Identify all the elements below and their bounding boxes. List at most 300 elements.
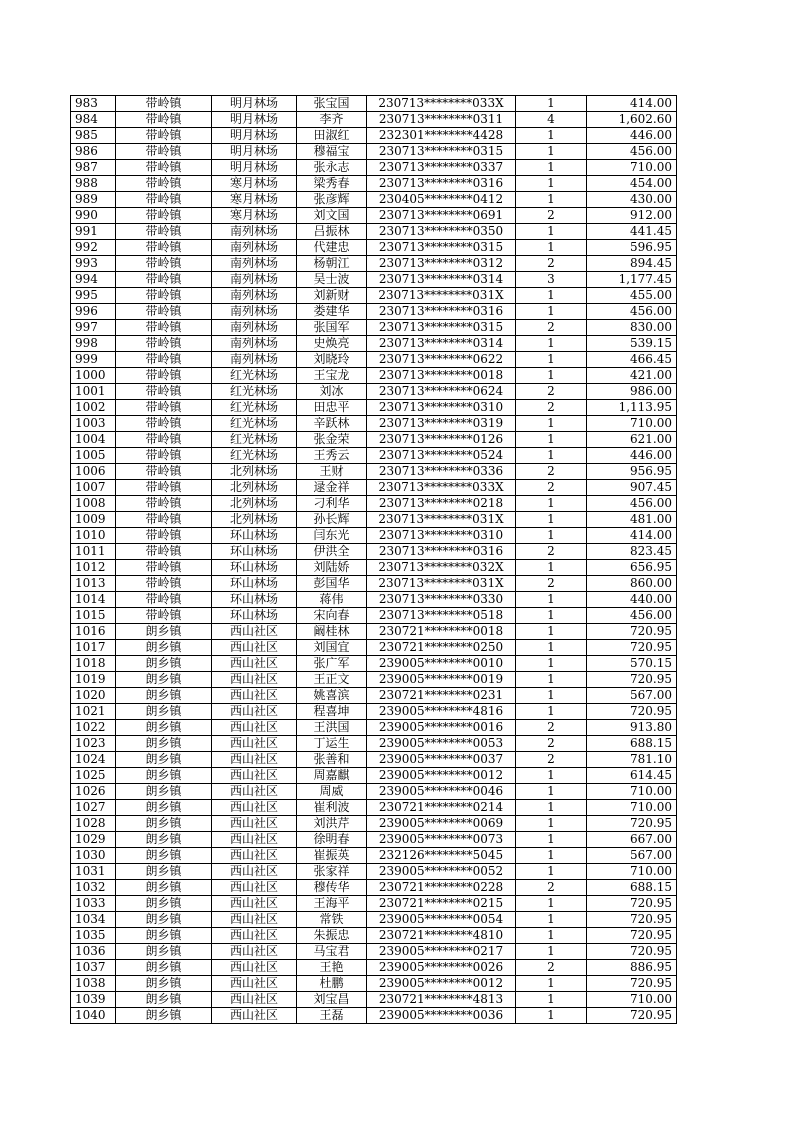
unit-cell: 西山社区: [212, 880, 297, 896]
table-row: [71, 464, 677, 480]
table-row: [71, 384, 677, 400]
name-cell: 张永志: [297, 160, 367, 176]
id-number-cell: 239005********0026: [367, 960, 516, 976]
town-cell: 带岭镇: [116, 480, 212, 496]
row-number-cell: 992: [71, 240, 116, 256]
id-number-cell: 230713********0337: [367, 160, 516, 176]
table-row: [71, 864, 677, 880]
name-cell: 常铁: [297, 912, 367, 928]
unit-cell: 西山社区: [212, 960, 297, 976]
table-row: [71, 368, 677, 384]
count-cell: 2: [516, 256, 587, 272]
town-cell: 带岭镇: [116, 96, 212, 112]
amount-cell: 986.00: [587, 384, 677, 400]
unit-cell: 北列林场: [212, 464, 297, 480]
row-number-cell: 1038: [71, 976, 116, 992]
count-cell: 1: [516, 416, 587, 432]
town-cell: 带岭镇: [116, 112, 212, 128]
name-cell: 周嘉麒: [297, 768, 367, 784]
id-number-cell: 239005********0052: [367, 864, 516, 880]
town-cell: 带岭镇: [116, 320, 212, 336]
name-cell: 刘国宜: [297, 640, 367, 656]
table-row: [71, 432, 677, 448]
count-cell: 1: [516, 672, 587, 688]
count-cell: 1: [516, 368, 587, 384]
row-number-cell: 1036: [71, 944, 116, 960]
row-number-cell: 1034: [71, 912, 116, 928]
town-cell: 朗乡镇: [116, 992, 212, 1008]
unit-cell: 北列林场: [212, 496, 297, 512]
row-number-cell: 1028: [71, 816, 116, 832]
id-number-cell: 230713********033X: [367, 96, 516, 112]
count-cell: 1: [516, 160, 587, 176]
town-cell: 带岭镇: [116, 384, 212, 400]
row-number-cell: 999: [71, 352, 116, 368]
id-number-cell: 230713********0126: [367, 432, 516, 448]
count-cell: 1: [516, 784, 587, 800]
id-number-cell: 230721********0018: [367, 624, 516, 640]
unit-cell: 西山社区: [212, 752, 297, 768]
unit-cell: 寒月林场: [212, 208, 297, 224]
table-row: [71, 192, 677, 208]
town-cell: 带岭镇: [116, 240, 212, 256]
count-cell: 1: [516, 768, 587, 784]
name-cell: 刘冰: [297, 384, 367, 400]
table-row: [71, 224, 677, 240]
amount-cell: 656.95: [587, 560, 677, 576]
amount-cell: 621.00: [587, 432, 677, 448]
id-number-cell: 230713********0314: [367, 272, 516, 288]
name-cell: 刘陆娇: [297, 560, 367, 576]
id-number-cell: 230713********0316: [367, 176, 516, 192]
table-row: [71, 576, 677, 592]
table-row: [71, 128, 677, 144]
amount-cell: 1,113.95: [587, 400, 677, 416]
table-row: [71, 352, 677, 368]
table-row: [71, 848, 677, 864]
table-row: [71, 720, 677, 736]
unit-cell: 西山社区: [212, 992, 297, 1008]
count-cell: 1: [516, 992, 587, 1008]
town-cell: 朗乡镇: [116, 944, 212, 960]
id-number-cell: 230713********033X: [367, 480, 516, 496]
name-cell: 刘新财: [297, 288, 367, 304]
town-cell: 朗乡镇: [116, 688, 212, 704]
table-row: [71, 400, 677, 416]
id-number-cell: 230713********0018: [367, 368, 516, 384]
amount-cell: 710.00: [587, 864, 677, 880]
row-number-cell: 997: [71, 320, 116, 336]
id-number-cell: 230713********0316: [367, 544, 516, 560]
unit-cell: 西山社区: [212, 624, 297, 640]
count-cell: 1: [516, 640, 587, 656]
amount-cell: 907.45: [587, 480, 677, 496]
name-cell: 王宝龙: [297, 368, 367, 384]
name-cell: 吕振林: [297, 224, 367, 240]
amount-cell: 466.45: [587, 352, 677, 368]
id-number-cell: 230713********0312: [367, 256, 516, 272]
town-cell: 朗乡镇: [116, 656, 212, 672]
id-number-cell: 239005********0046: [367, 784, 516, 800]
town-cell: 朗乡镇: [116, 800, 212, 816]
row-number-cell: 1016: [71, 624, 116, 640]
unit-cell: 环山林场: [212, 560, 297, 576]
count-cell: 1: [516, 896, 587, 912]
amount-cell: 720.95: [587, 928, 677, 944]
unit-cell: 西山社区: [212, 704, 297, 720]
amount-cell: 570.15: [587, 656, 677, 672]
count-cell: 1: [516, 512, 587, 528]
name-cell: 王洪国: [297, 720, 367, 736]
row-number-cell: 990: [71, 208, 116, 224]
count-cell: 2: [516, 208, 587, 224]
row-number-cell: 1024: [71, 752, 116, 768]
row-number-cell: 1013: [71, 576, 116, 592]
town-cell: 带岭镇: [116, 336, 212, 352]
name-cell: 杨朝江: [297, 256, 367, 272]
count-cell: 1: [516, 176, 587, 192]
id-number-cell: 230721********0250: [367, 640, 516, 656]
count-cell: 1: [516, 944, 587, 960]
name-cell: 张宝国: [297, 96, 367, 112]
row-number-cell: 1011: [71, 544, 116, 560]
unit-cell: 明月林场: [212, 144, 297, 160]
amount-cell: 720.95: [587, 912, 677, 928]
row-number-cell: 1031: [71, 864, 116, 880]
amount-cell: 720.95: [587, 976, 677, 992]
row-number-cell: 1020: [71, 688, 116, 704]
table-row: [71, 896, 677, 912]
unit-cell: 南列林场: [212, 224, 297, 240]
amount-cell: 720.95: [587, 640, 677, 656]
town-cell: 朗乡镇: [116, 976, 212, 992]
amount-cell: 421.00: [587, 368, 677, 384]
unit-cell: 西山社区: [212, 672, 297, 688]
name-cell: 穆传华: [297, 880, 367, 896]
amount-cell: 830.00: [587, 320, 677, 336]
town-cell: 带岭镇: [116, 176, 212, 192]
count-cell: 2: [516, 384, 587, 400]
count-cell: 1: [516, 192, 587, 208]
name-cell: 张广军: [297, 656, 367, 672]
unit-cell: 西山社区: [212, 688, 297, 704]
row-number-cell: 1032: [71, 880, 116, 896]
id-number-cell: 230713********0336: [367, 464, 516, 480]
town-cell: 朗乡镇: [116, 896, 212, 912]
unit-cell: 西山社区: [212, 784, 297, 800]
town-cell: 朗乡镇: [116, 672, 212, 688]
count-cell: 1: [516, 688, 587, 704]
unit-cell: 红光林场: [212, 416, 297, 432]
unit-cell: 南列林场: [212, 320, 297, 336]
table-row: [71, 608, 677, 624]
unit-cell: 红光林场: [212, 448, 297, 464]
unit-cell: 环山林场: [212, 608, 297, 624]
row-number-cell: 1025: [71, 768, 116, 784]
table-row: [71, 880, 677, 896]
name-cell: 李齐: [297, 112, 367, 128]
count-cell: 1: [516, 624, 587, 640]
amount-cell: 667.00: [587, 832, 677, 848]
town-cell: 带岭镇: [116, 224, 212, 240]
id-number-cell: 230713********032X: [367, 560, 516, 576]
id-number-cell: 230721********4813: [367, 992, 516, 1008]
id-number-cell: 239005********0069: [367, 816, 516, 832]
table-row: [71, 160, 677, 176]
count-cell: 2: [516, 960, 587, 976]
unit-cell: 西山社区: [212, 816, 297, 832]
name-cell: 田忠平: [297, 400, 367, 416]
name-cell: 张家祥: [297, 864, 367, 880]
town-cell: 带岭镇: [116, 208, 212, 224]
town-cell: 带岭镇: [116, 272, 212, 288]
town-cell: 带岭镇: [116, 192, 212, 208]
row-number-cell: 998: [71, 336, 116, 352]
count-cell: 1: [516, 128, 587, 144]
count-cell: 1: [516, 704, 587, 720]
count-cell: 1: [516, 144, 587, 160]
row-number-cell: 1014: [71, 592, 116, 608]
town-cell: 带岭镇: [116, 560, 212, 576]
id-number-cell: 239005********0019: [367, 672, 516, 688]
amount-cell: 710.00: [587, 800, 677, 816]
row-number-cell: 1003: [71, 416, 116, 432]
id-number-cell: 230713********031X: [367, 512, 516, 528]
amount-cell: 596.95: [587, 240, 677, 256]
unit-cell: 西山社区: [212, 768, 297, 784]
unit-cell: 红光林场: [212, 400, 297, 416]
amount-cell: 456.00: [587, 608, 677, 624]
amount-cell: 414.00: [587, 528, 677, 544]
table-row: [71, 304, 677, 320]
records-table: [70, 95, 677, 1024]
name-cell: 娄建华: [297, 304, 367, 320]
name-cell: 王海平: [297, 896, 367, 912]
count-cell: 1: [516, 528, 587, 544]
town-cell: 朗乡镇: [116, 960, 212, 976]
row-number-cell: 1000: [71, 368, 116, 384]
town-cell: 带岭镇: [116, 304, 212, 320]
table-row: [71, 912, 677, 928]
table-row: [71, 208, 677, 224]
town-cell: 朗乡镇: [116, 848, 212, 864]
count-cell: 1: [516, 448, 587, 464]
name-cell: 代建忠: [297, 240, 367, 256]
town-cell: 朗乡镇: [116, 928, 212, 944]
row-number-cell: 991: [71, 224, 116, 240]
count-cell: 1: [516, 432, 587, 448]
id-number-cell: 239005********0012: [367, 976, 516, 992]
row-number-cell: 987: [71, 160, 116, 176]
town-cell: 带岭镇: [116, 144, 212, 160]
id-number-cell: 239005********0217: [367, 944, 516, 960]
amount-cell: 720.95: [587, 704, 677, 720]
count-cell: 2: [516, 320, 587, 336]
row-number-cell: 1017: [71, 640, 116, 656]
name-cell: 王财: [297, 464, 367, 480]
count-cell: 1: [516, 816, 587, 832]
id-number-cell: 230713********0319: [367, 416, 516, 432]
unit-cell: 西山社区: [212, 640, 297, 656]
name-cell: 蒋伟: [297, 592, 367, 608]
name-cell: 张国军: [297, 320, 367, 336]
count-cell: 1: [516, 496, 587, 512]
name-cell: 刘晓玲: [297, 352, 367, 368]
name-cell: 阚桂林: [297, 624, 367, 640]
count-cell: 3: [516, 272, 587, 288]
id-number-cell: 239005********0010: [367, 656, 516, 672]
id-number-cell: 239005********0073: [367, 832, 516, 848]
town-cell: 带岭镇: [116, 432, 212, 448]
town-cell: 朗乡镇: [116, 864, 212, 880]
table-row: [71, 1008, 677, 1024]
amount-cell: 454.00: [587, 176, 677, 192]
id-number-cell: 230713********0622: [367, 352, 516, 368]
town-cell: 带岭镇: [116, 400, 212, 416]
row-number-cell: 1008: [71, 496, 116, 512]
id-number-cell: 230713********0310: [367, 528, 516, 544]
id-number-cell: 239005********0037: [367, 752, 516, 768]
id-number-cell: 230713********0350: [367, 224, 516, 240]
count-cell: 1: [516, 304, 587, 320]
town-cell: 朗乡镇: [116, 640, 212, 656]
table-body: [71, 96, 677, 1024]
table-row: [71, 832, 677, 848]
unit-cell: 环山林场: [212, 576, 297, 592]
table-row: [71, 112, 677, 128]
town-cell: 带岭镇: [116, 448, 212, 464]
town-cell: 朗乡镇: [116, 752, 212, 768]
row-number-cell: 986: [71, 144, 116, 160]
name-cell: 王秀云: [297, 448, 367, 464]
amount-cell: 720.95: [587, 1008, 677, 1024]
table-row: [71, 144, 677, 160]
row-number-cell: 1027: [71, 800, 116, 816]
count-cell: 1: [516, 224, 587, 240]
table-row: [71, 560, 677, 576]
town-cell: 朗乡镇: [116, 1008, 212, 1024]
row-number-cell: 994: [71, 272, 116, 288]
town-cell: 朗乡镇: [116, 768, 212, 784]
count-cell: 2: [516, 880, 587, 896]
name-cell: 马宝君: [297, 944, 367, 960]
id-number-cell: 230713********0315: [367, 144, 516, 160]
unit-cell: 明月林场: [212, 96, 297, 112]
amount-cell: 441.45: [587, 224, 677, 240]
unit-cell: 南列林场: [212, 272, 297, 288]
unit-cell: 西山社区: [212, 1008, 297, 1024]
id-number-cell: 230721********4810: [367, 928, 516, 944]
amount-cell: 720.95: [587, 896, 677, 912]
name-cell: 杜鹏: [297, 976, 367, 992]
amount-cell: 430.00: [587, 192, 677, 208]
name-cell: 闫东光: [297, 528, 367, 544]
amount-cell: 688.15: [587, 880, 677, 896]
count-cell: 2: [516, 544, 587, 560]
unit-cell: 西山社区: [212, 928, 297, 944]
id-number-cell: 239005********0053: [367, 736, 516, 752]
table-row: [71, 704, 677, 720]
amount-cell: 456.00: [587, 304, 677, 320]
table-row: [71, 416, 677, 432]
table-row: [71, 800, 677, 816]
id-number-cell: 230713********0310: [367, 400, 516, 416]
amount-cell: 614.45: [587, 768, 677, 784]
town-cell: 带岭镇: [116, 160, 212, 176]
town-cell: 朗乡镇: [116, 880, 212, 896]
unit-cell: 西山社区: [212, 896, 297, 912]
table-row: [71, 176, 677, 192]
amount-cell: 720.95: [587, 672, 677, 688]
table-row: [71, 688, 677, 704]
id-number-cell: 239005********0016: [367, 720, 516, 736]
amount-cell: 720.95: [587, 816, 677, 832]
table-row: [71, 768, 677, 784]
amount-cell: 710.00: [587, 416, 677, 432]
town-cell: 朗乡镇: [116, 784, 212, 800]
count-cell: 2: [516, 752, 587, 768]
table-row: [71, 528, 677, 544]
count-cell: 1: [516, 864, 587, 880]
unit-cell: 西山社区: [212, 720, 297, 736]
count-cell: 1: [516, 352, 587, 368]
name-cell: 刁利华: [297, 496, 367, 512]
row-number-cell: 1039: [71, 992, 116, 1008]
row-number-cell: 1004: [71, 432, 116, 448]
table-row: [71, 512, 677, 528]
table-row: [71, 640, 677, 656]
town-cell: 带岭镇: [116, 592, 212, 608]
unit-cell: 西山社区: [212, 736, 297, 752]
name-cell: 吴士波: [297, 272, 367, 288]
table-row: [71, 784, 677, 800]
town-cell: 朗乡镇: [116, 720, 212, 736]
row-number-cell: 1005: [71, 448, 116, 464]
name-cell: 彭国华: [297, 576, 367, 592]
row-number-cell: 993: [71, 256, 116, 272]
unit-cell: 明月林场: [212, 160, 297, 176]
table-row: [71, 288, 677, 304]
unit-cell: 寒月林场: [212, 192, 297, 208]
amount-cell: 414.00: [587, 96, 677, 112]
table-row: [71, 320, 677, 336]
id-number-cell: 230713********0524: [367, 448, 516, 464]
town-cell: 朗乡镇: [116, 704, 212, 720]
table-row: [71, 544, 677, 560]
row-number-cell: 984: [71, 112, 116, 128]
unit-cell: 西山社区: [212, 912, 297, 928]
name-cell: 崔振英: [297, 848, 367, 864]
table-row: [71, 496, 677, 512]
row-number-cell: 1040: [71, 1008, 116, 1024]
unit-cell: 南列林场: [212, 304, 297, 320]
table-row: [71, 672, 677, 688]
table-row: [71, 624, 677, 640]
count-cell: 1: [516, 240, 587, 256]
row-number-cell: 1029: [71, 832, 116, 848]
town-cell: 朗乡镇: [116, 736, 212, 752]
row-number-cell: 989: [71, 192, 116, 208]
id-number-cell: 230721********0231: [367, 688, 516, 704]
id-number-cell: 230405********0412: [367, 192, 516, 208]
amount-cell: 956.95: [587, 464, 677, 480]
town-cell: 朗乡镇: [116, 912, 212, 928]
row-number-cell: 988: [71, 176, 116, 192]
row-number-cell: 1023: [71, 736, 116, 752]
name-cell: 张善和: [297, 752, 367, 768]
count-cell: 1: [516, 288, 587, 304]
id-number-cell: 230721********0228: [367, 880, 516, 896]
